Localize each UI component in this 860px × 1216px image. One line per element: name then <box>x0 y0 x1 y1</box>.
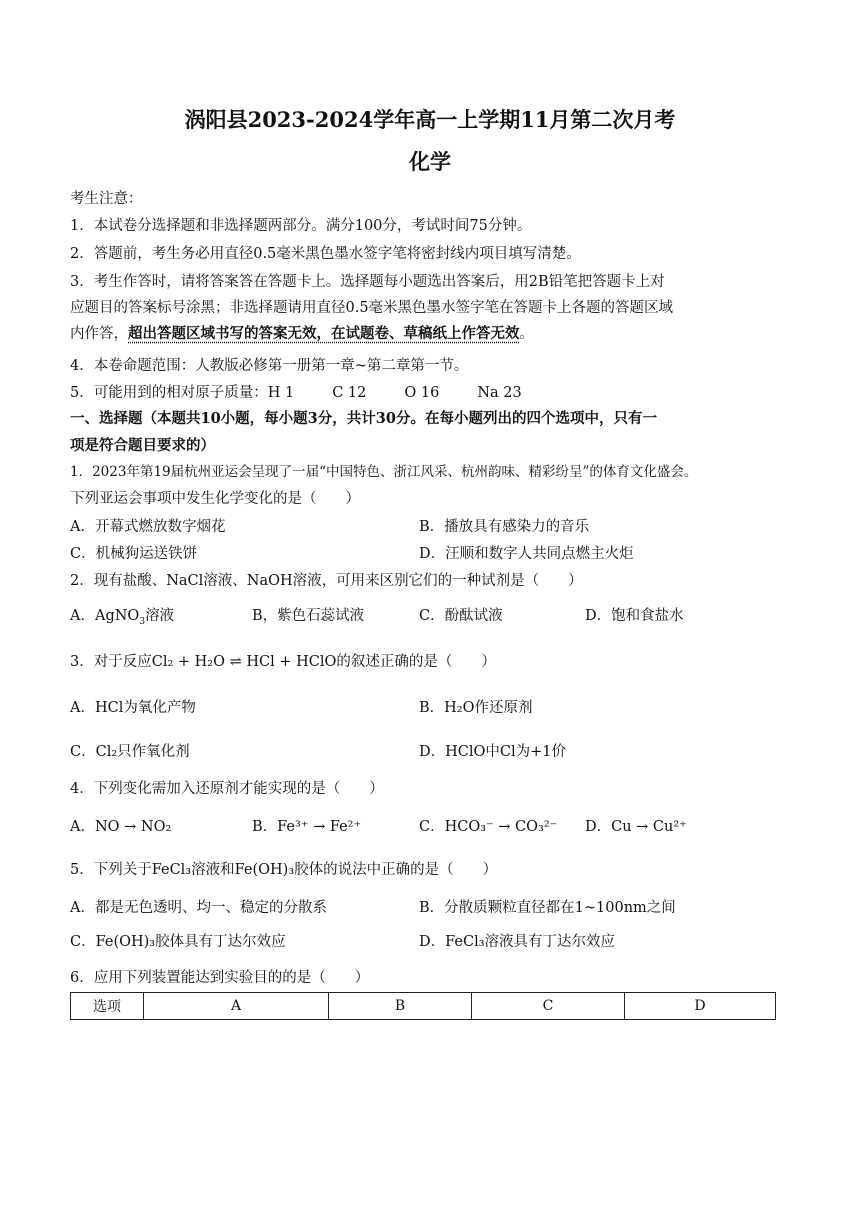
q6-options-table <box>70 992 776 1020</box>
notice-heading: 考生注意： <box>70 191 143 207</box>
atomic-mass-o: O 16 <box>404 385 440 401</box>
notice-item-4: 4．本卷命题范围：人教版必修第一册第一章~第二章第一节。 <box>70 358 469 374</box>
notice-item-3-line-2: 应题目的答案标号涂黑；非选择题请用直径0.5毫米黑色墨水签字笔在答题卡上各题的答题区域 <box>70 300 674 316</box>
q1-stem-line-2: 下列亚运会事项中发生化学变化的是（ ） <box>70 491 360 507</box>
table-row <box>71 993 776 1020</box>
q2-option-a-label: A． <box>70 608 95 624</box>
q2-option-a-formula: AgNO <box>94 608 140 624</box>
notice-item-2: 2．答题前，考生务必用直径0.5毫米黑色墨水签字笔将密封线内项目填写清楚。 <box>70 246 581 262</box>
q3-option-a: A．HCl为氧化产物 <box>70 700 196 716</box>
notice-item-3-line-3 <box>70 324 534 344</box>
q4-option-d: D．Cu → Cu²⁺ <box>585 819 687 835</box>
table-header-cell: B <box>329 993 472 1020</box>
q1-option-d: D．汪顺和数字人共同点燃主火炬 <box>419 546 634 562</box>
atomic-mass-h: H 1 <box>267 385 295 401</box>
atomic-mass-c: C 12 <box>332 385 367 401</box>
q4-option-c: C．HCO₃⁻ → CO₃²⁻ <box>419 819 558 835</box>
q3-option-c: C．Cl₂只作氧化剂 <box>70 744 190 760</box>
q4-option-b: B．Fe³⁺ → Fe²⁺ <box>252 819 362 835</box>
table-header-cell: C <box>472 993 625 1020</box>
q6-stem: 6．应用下列装置能达到实验目的的是（ ） <box>70 970 370 986</box>
exam-title: 涡阳县2023-2024学年高一上学期11月第二次月考 <box>184 107 676 132</box>
q5-option-b: B．分散质颗粒直径都在1~100nm之间 <box>419 900 676 916</box>
atomic-mass-na: Na 23 <box>477 385 522 401</box>
q1-option-c: C．机械狗运送铁饼 <box>70 546 198 562</box>
notice-item-3-line-1: 3．考生作答时，请将答案答在答题卡上。选择题每小题选出答案后，用2B铅笔把答题卡上对 <box>70 274 665 290</box>
q3-stem-pre: 3．对于反应 <box>70 654 152 670</box>
q2-option-a-suffix: 溶液 <box>145 608 175 624</box>
notice-item-3-post: 。 <box>519 326 534 342</box>
q2-stem: 2．现有盐酸、NaCl溶液、NaOH溶液，可用来区别它们的一种试剂是（ ） <box>70 573 583 589</box>
section-1-heading-line-1: 一、选择题（本题共10小题，每小题3分，共计30分。在每小题列出的四个选项中，只有一 <box>70 410 657 427</box>
q3-option-b: B．H₂O作还原剂 <box>419 700 533 716</box>
q1-option-b: B．播放具有感染力的音乐 <box>419 519 590 535</box>
q1-stem-line-1: 1．2023年第19届杭州亚运会呈现了一届“中国特色、浙江风采、杭州韵味、精彩纷呈”的体育文化盛会。 <box>70 464 698 480</box>
q4-stem: 4．下列变化需加入还原剂才能实现的是（ ） <box>70 781 384 797</box>
q2-option-c: C．酚酞试液 <box>419 608 503 624</box>
q5-option-c: C．Fe(OH)₃胶体具有丁达尔效应 <box>70 934 286 950</box>
notice-emphasis: 超出答题区域书写的答案无效，在试题卷、草稿纸上作答无效 <box>128 325 520 342</box>
q2-option-d: D．饱和食盐水 <box>585 608 684 624</box>
q2-option-b: B，紫色石蕊试液 <box>252 608 365 624</box>
q1-option-a: A．开幕式燃放数字烟花 <box>70 519 226 535</box>
subject-title: 化学 <box>409 149 451 174</box>
q3-stem-post: 的叙述正确的是（ ） <box>336 654 496 670</box>
q3-equation: Cl₂ + H₂O ⇌ HCl + HClO <box>151 654 337 670</box>
q5-option-a: A．都是无色透明、均一、稳定的分散系 <box>70 900 327 916</box>
table-header-cell: A <box>144 993 329 1020</box>
q5-stem: 5．下列关于FeCl₃溶液和Fe(OH)₃胶体的说法中正确的是（ ） <box>70 862 498 878</box>
q2-option-a-subscript: 3 <box>139 616 146 627</box>
atomic-mass-label: 5．可能用到的相对原子质量： <box>70 385 268 401</box>
notice-item-1: 1．本试卷分选择题和非选择题两部分。满分100分，考试时间75分钟。 <box>70 218 532 234</box>
q2-option-a <box>70 606 174 632</box>
q3-option-d: D．HClO中Cl为+1价 <box>419 744 566 760</box>
q5-option-d: D．FeCl₃溶液具有丁达尔效应 <box>419 934 616 950</box>
notice-item-3-pre: 内作答， <box>70 326 128 342</box>
table-header-cell: D <box>625 993 776 1020</box>
table-header-cell: 选项 <box>71 993 144 1020</box>
q4-option-a: A．NO → NO₂ <box>70 819 172 835</box>
q3-stem <box>70 652 496 672</box>
notice-item-5 <box>70 383 522 403</box>
section-1-heading-line-2: 项是符合题目要求的） <box>70 437 215 454</box>
